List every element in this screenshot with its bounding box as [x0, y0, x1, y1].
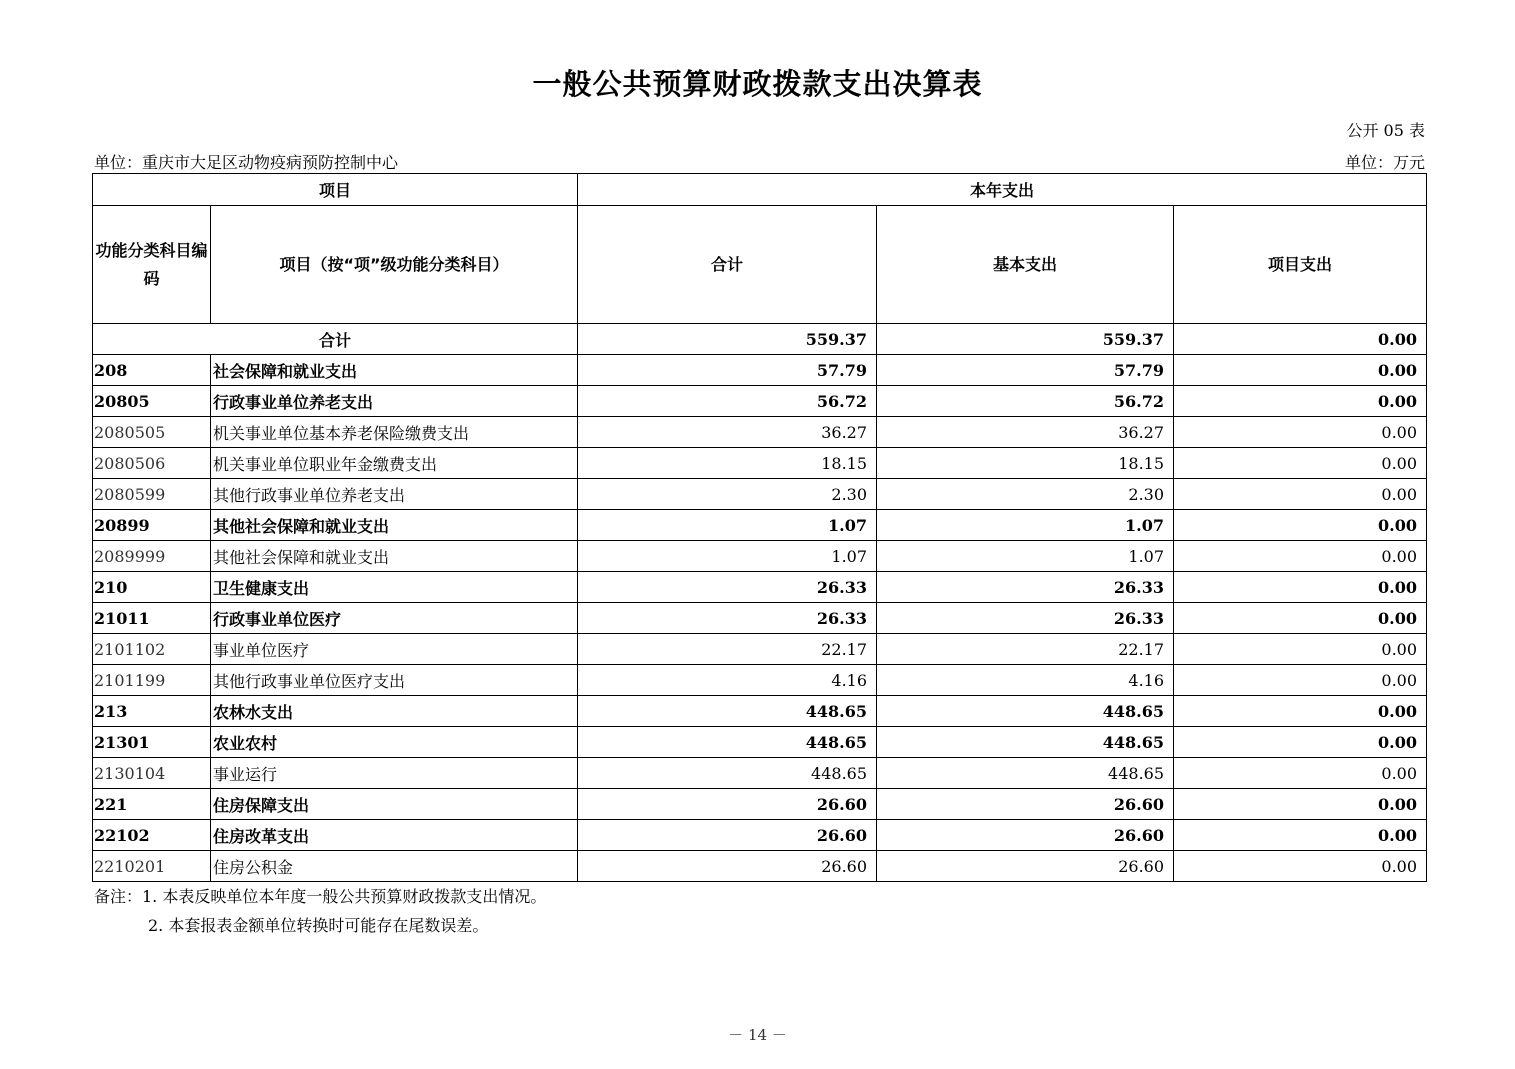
- name-cell: 事业运行: [211, 758, 578, 789]
- total-cell: 26.33: [578, 572, 877, 603]
- total-project: 0.00: [1174, 324, 1427, 355]
- total-cell: 448.65: [578, 758, 877, 789]
- page-title: 一般公共预算财政拨款支出决算表: [532, 67, 983, 101]
- code-cell: 2101102: [93, 634, 211, 665]
- basic-cell: 26.60: [877, 851, 1174, 882]
- expenditure-table: [92, 173, 1427, 882]
- project-cell: 0.00: [1174, 603, 1427, 634]
- total-sum: 559.37: [578, 324, 877, 355]
- header-project-expense: 项目支出: [1174, 206, 1427, 324]
- code-cell: 2101199: [93, 665, 211, 696]
- code-cell: 22102: [93, 820, 211, 851]
- header-item: 项目（按“项”级功能分类科目）: [211, 206, 578, 324]
- basic-cell: 4.16: [877, 665, 1174, 696]
- total-cell: 57.79: [578, 355, 877, 386]
- project-cell: 0.00: [1174, 665, 1427, 696]
- note-2: 2. 本套报表金额单位转换时可能存在尾数误差。: [148, 916, 489, 935]
- total-cell: 36.27: [578, 417, 877, 448]
- table-row: [93, 634, 1427, 665]
- name-cell: 其他行政事业单位养老支出: [211, 479, 578, 510]
- code-cell: 21011: [93, 603, 211, 634]
- header-total: 合计: [578, 206, 877, 324]
- basic-cell: 26.60: [877, 789, 1174, 820]
- table-row: [93, 696, 1427, 727]
- total-cell: 2.30: [578, 479, 877, 510]
- project-cell: 0.00: [1174, 541, 1427, 572]
- basic-cell: 448.65: [877, 758, 1174, 789]
- table-row: [93, 448, 1427, 479]
- table-row: [93, 417, 1427, 448]
- code-cell: 221: [93, 789, 211, 820]
- code-cell: 210: [93, 572, 211, 603]
- table-row: [93, 572, 1427, 603]
- code-cell: 213: [93, 696, 211, 727]
- table-row: [93, 603, 1427, 634]
- code-cell: 2210201: [93, 851, 211, 882]
- project-cell: 0.00: [1174, 634, 1427, 665]
- name-cell: 行政事业单位养老支出: [211, 386, 578, 417]
- total-cell: 448.65: [578, 727, 877, 758]
- project-cell: 0.00: [1174, 727, 1427, 758]
- total-cell: 26.60: [578, 820, 877, 851]
- unit-organization: 单位：重庆市大足区动物疫病预防控制中心: [94, 153, 399, 172]
- header-basic: 基本支出: [877, 206, 1174, 324]
- basic-cell: 26.33: [877, 572, 1174, 603]
- project-cell: 0.00: [1174, 758, 1427, 789]
- name-cell: 行政事业单位医疗: [211, 603, 578, 634]
- name-cell: 住房公积金: [211, 851, 578, 882]
- table-row: [93, 479, 1427, 510]
- code-cell: 2089999: [93, 541, 211, 572]
- name-cell: 事业单位医疗: [211, 634, 578, 665]
- basic-cell: 448.65: [877, 727, 1174, 758]
- table-row: [93, 789, 1427, 820]
- project-cell: 0.00: [1174, 448, 1427, 479]
- table-row: [93, 727, 1427, 758]
- code-cell: 2080506: [93, 448, 211, 479]
- total-cell: 56.72: [578, 386, 877, 417]
- code-cell: 2080599: [93, 479, 211, 510]
- basic-cell: 26.60: [877, 820, 1174, 851]
- unit-currency: 单位：万元: [1344, 153, 1425, 172]
- basic-cell: 448.65: [877, 696, 1174, 727]
- project-cell: 0.00: [1174, 386, 1427, 417]
- project-cell: 0.00: [1174, 851, 1427, 882]
- basic-cell: 18.15: [877, 448, 1174, 479]
- code-cell: 2080505: [93, 417, 211, 448]
- table-row: [93, 386, 1427, 417]
- name-cell: 机关事业单位基本养老保险缴费支出: [211, 417, 578, 448]
- table-row: [93, 510, 1427, 541]
- code-cell: 20899: [93, 510, 211, 541]
- total-cell: 22.17: [578, 634, 877, 665]
- total-label: 合计: [93, 324, 578, 355]
- header-code: 功能分类科目编码: [93, 206, 211, 324]
- name-cell: 住房保障支出: [211, 789, 578, 820]
- basic-cell: 36.27: [877, 417, 1174, 448]
- total-cell: 26.33: [578, 603, 877, 634]
- name-cell: 农业农村: [211, 727, 578, 758]
- project-cell: 0.00: [1174, 820, 1427, 851]
- basic-cell: 22.17: [877, 634, 1174, 665]
- name-cell: 农林水支出: [211, 696, 578, 727]
- project-cell: 0.00: [1174, 355, 1427, 386]
- total-cell: 26.60: [578, 789, 877, 820]
- basic-cell: 1.07: [877, 510, 1174, 541]
- name-cell: 社会保障和就业支出: [211, 355, 578, 386]
- name-cell: 其他社会保障和就业支出: [211, 510, 578, 541]
- table-row: [93, 758, 1427, 789]
- total-cell: 18.15: [578, 448, 877, 479]
- project-cell: 0.00: [1174, 510, 1427, 541]
- notes: [94, 882, 546, 940]
- total-cell: 26.60: [578, 851, 877, 882]
- table-row: [93, 851, 1427, 882]
- project-cell: 0.00: [1174, 789, 1427, 820]
- header-row-1: [93, 174, 1427, 206]
- project-cell: 0.00: [1174, 417, 1427, 448]
- basic-cell: 56.72: [877, 386, 1174, 417]
- name-cell: 其他行政事业单位医疗支出: [211, 665, 578, 696]
- code-cell: 2130104: [93, 758, 211, 789]
- project-cell: 0.00: [1174, 696, 1427, 727]
- name-cell: 卫生健康支出: [211, 572, 578, 603]
- table-number: 公开 05 表: [1346, 121, 1425, 140]
- total-basic: 559.37: [877, 324, 1174, 355]
- total-cell: 1.07: [578, 541, 877, 572]
- table-row: [93, 665, 1427, 696]
- code-cell: 208: [93, 355, 211, 386]
- name-cell: 机关事业单位职业年金缴费支出: [211, 448, 578, 479]
- total-cell: 1.07: [578, 510, 877, 541]
- basic-cell: 2.30: [877, 479, 1174, 510]
- total-row: [93, 324, 1427, 355]
- table-row: [93, 541, 1427, 572]
- project-cell: 0.00: [1174, 572, 1427, 603]
- total-cell: 4.16: [578, 665, 877, 696]
- header-project: 项目: [93, 174, 578, 206]
- total-cell: 448.65: [578, 696, 877, 727]
- code-cell: 21301: [93, 727, 211, 758]
- page-number: － 14 －: [728, 1026, 787, 1044]
- project-cell: 0.00: [1174, 479, 1427, 510]
- basic-cell: 26.33: [877, 603, 1174, 634]
- header-row-2: [93, 206, 1427, 324]
- note-1: 备注：1. 本表反映单位本年度一般公共预算财政拨款支出情况。: [94, 887, 547, 906]
- name-cell: 住房改革支出: [211, 820, 578, 851]
- table-row: [93, 820, 1427, 851]
- basic-cell: 1.07: [877, 541, 1174, 572]
- basic-cell: 57.79: [877, 355, 1174, 386]
- code-cell: 20805: [93, 386, 211, 417]
- header-this-year: 本年支出: [578, 174, 1427, 206]
- name-cell: 其他社会保障和就业支出: [211, 541, 578, 572]
- table-row: [93, 355, 1427, 386]
